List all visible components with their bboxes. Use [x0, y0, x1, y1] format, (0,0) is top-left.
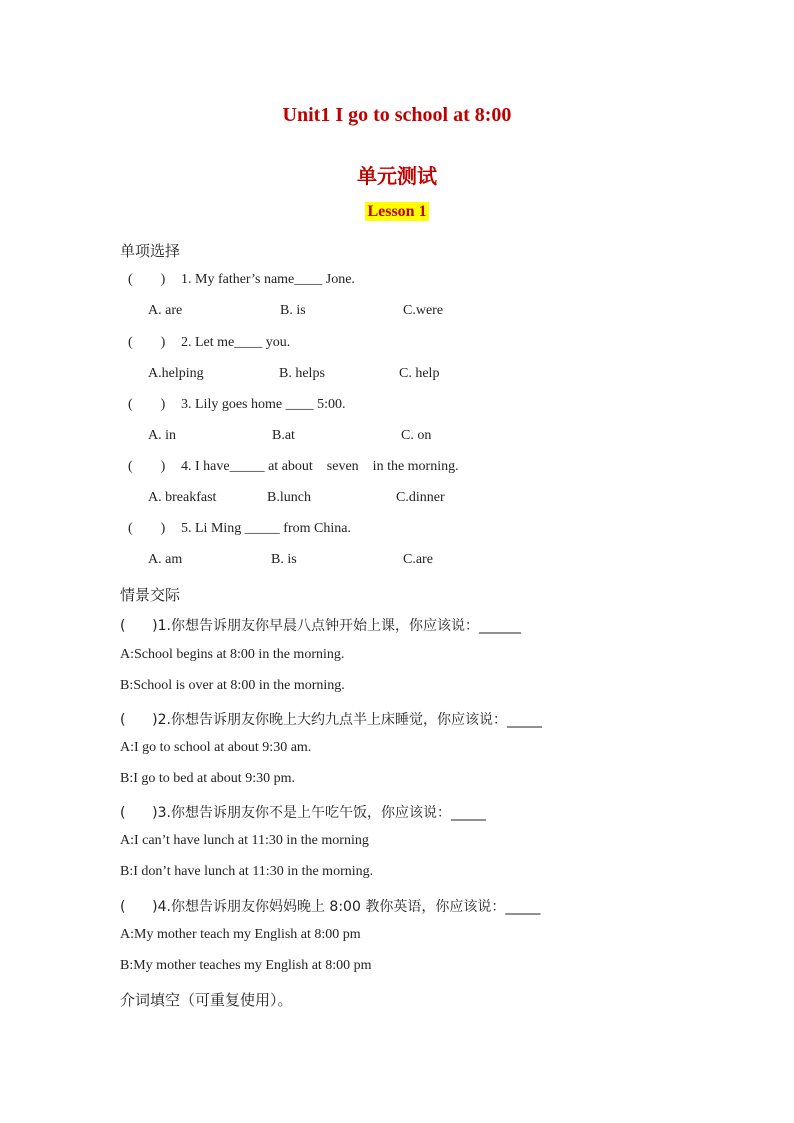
- option-a: A:My mother teach my English at 8:00 pm: [120, 927, 361, 942]
- option-b: B.lunch: [267, 490, 311, 505]
- question-stem: 5. Li Ming _____ from China.: [181, 521, 351, 536]
- page-subtitle: 单元测试: [357, 164, 437, 188]
- option-c: C.were: [403, 303, 444, 318]
- answer-paren: ( ): [128, 521, 166, 536]
- option-c: C. on: [401, 428, 432, 443]
- option-c: C. help: [399, 366, 440, 381]
- section-heading-prepositions: 介词填空（可重复使用）。: [120, 991, 293, 1009]
- option-b: B:I go to bed at about 9:30 pm.: [120, 771, 295, 786]
- option-b: B:My mother teaches my English at 8:00 pm: [120, 958, 372, 973]
- option-b: B. is: [280, 303, 306, 318]
- question-stem: 3. Lily goes home ____ 5:00.: [181, 397, 346, 412]
- option-c: C.dinner: [396, 490, 445, 505]
- option-a: A:School begins at 8:00 in the morning.: [120, 647, 345, 662]
- answer-paren: ( ): [128, 459, 166, 474]
- section-heading-dialogue: 情景交际: [120, 586, 181, 604]
- question-stem: ( )1.你想告诉朋友你早晨八点钟开始上课，你应该说：______: [120, 618, 521, 634]
- question-stem: 2. Let me____ you.: [181, 335, 291, 350]
- question-stem: ( )3.你想告诉朋友你不是上午吃午饭，你应该说：_____: [120, 805, 486, 821]
- question-stem: ( )2.你想告诉朋友你晚上大约九点半上床睡觉，你应该说：_____: [120, 712, 542, 728]
- option-a: A. in: [148, 428, 176, 443]
- option-b: B:School is over at 8:00 in the morning.: [120, 678, 345, 693]
- lesson-highlight: Lesson 1: [367, 203, 427, 220]
- section-heading-choice: 单项选择: [120, 242, 181, 260]
- question-stem: 4. I have_____ at about seven in the morning.: [181, 459, 459, 474]
- question-stem: 1. My father’s name____ Jone.: [181, 272, 355, 287]
- answer-paren: ( ): [128, 397, 166, 412]
- option-b: B. is: [271, 552, 297, 567]
- option-a: A:I go to school at about 9:30 am.: [120, 740, 312, 755]
- question-stem: ( )4.你想告诉朋友你妈妈晚上 8:00 教你英语，你应该说：_____: [120, 899, 541, 915]
- option-a: A. breakfast: [148, 490, 217, 505]
- page-title: Unit1 I go to school at 8:00: [282, 104, 512, 126]
- option-a: A. are: [148, 303, 183, 318]
- option-b: B:I don’t have lunch at 11:30 in the morning.: [120, 864, 374, 879]
- option-a: A. am: [148, 552, 183, 567]
- option-c: C.are: [403, 552, 433, 567]
- option-a: A.helping: [148, 366, 204, 381]
- lesson-label: [0, 203, 794, 221]
- answer-paren: ( ): [128, 335, 166, 350]
- answer-paren: ( ): [128, 272, 166, 287]
- option-b: B.at: [272, 428, 295, 443]
- option-a: A:I can’t have lunch at 11:30 in the morning: [120, 833, 369, 848]
- option-b: B. helps: [279, 366, 325, 381]
